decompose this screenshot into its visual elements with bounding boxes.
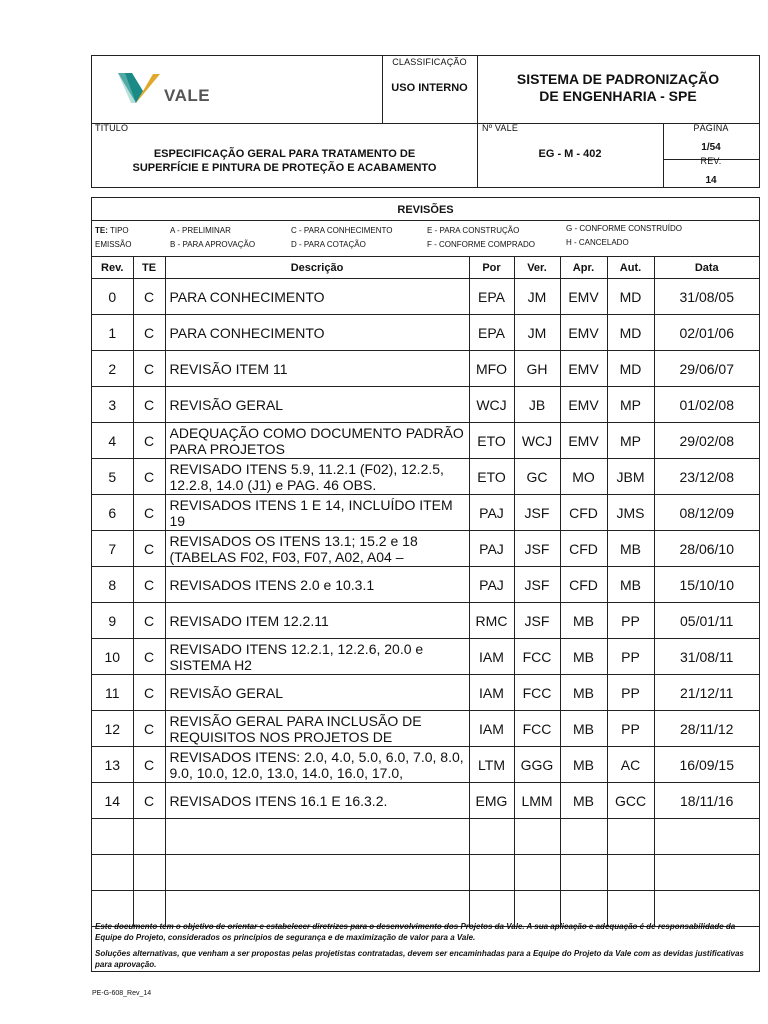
table-cell xyxy=(165,495,469,531)
table-cell xyxy=(654,819,759,855)
table-cell xyxy=(514,855,560,891)
table-cell xyxy=(165,459,469,495)
column-header: Ver. xyxy=(514,257,560,279)
table-cell xyxy=(560,819,607,855)
table-cell: MB xyxy=(560,783,607,819)
table-cell xyxy=(560,855,607,891)
column-header: Rev. xyxy=(92,257,133,279)
table-cell xyxy=(469,855,514,891)
title-label: TÍTULO xyxy=(95,123,129,133)
legend-d: D - PARA COTAÇÃO xyxy=(291,240,366,249)
table-cell xyxy=(165,783,469,819)
table-cell: C xyxy=(133,531,165,567)
document-title xyxy=(92,147,477,175)
table-cell: PP xyxy=(607,639,654,675)
table-cell: MD xyxy=(607,279,654,315)
document-title-line2: SUPERFÍCIE E PINTURA DE PROTEÇÃO E ACABAMENTO xyxy=(132,162,437,174)
table-cell: PP xyxy=(607,675,654,711)
table-cell: JBM xyxy=(607,459,654,495)
table-row xyxy=(92,279,759,315)
table-cell: C xyxy=(133,603,165,639)
table-cell: FCC xyxy=(514,639,560,675)
table-cell: EPA xyxy=(469,279,514,315)
table-cell xyxy=(165,387,469,423)
table-cell xyxy=(165,603,469,639)
table-cell xyxy=(165,423,469,459)
description-text: REVISADO ITENS 12.2.1, 12.2.6, 20.0 e SISTEMA H2 xyxy=(169,640,424,673)
table-cell: 2 xyxy=(92,351,133,387)
legend-col-3 xyxy=(427,224,535,252)
table-cell: C xyxy=(133,387,165,423)
form-code: PE-G-608_Rev_14 xyxy=(92,990,152,997)
table-cell: PP xyxy=(607,711,654,747)
table-row xyxy=(92,351,759,387)
table-cell: GH xyxy=(514,351,560,387)
table-cell: MD xyxy=(607,315,654,351)
doc-number-label: Nº VALE xyxy=(482,123,519,133)
divider xyxy=(92,123,759,124)
table-cell: 14 xyxy=(92,783,133,819)
table-cell: MB xyxy=(560,639,607,675)
table-cell: PAJ xyxy=(469,495,514,531)
legend-g: G - CONFORME CONSTRUÍDO xyxy=(566,224,682,233)
description-text: REVISÃO ITEM 11 xyxy=(169,360,288,377)
description-text: REVISADOS ITENS 1 E 14, INCLUÍDO ITEM 19 xyxy=(169,496,453,529)
table-cell: MB xyxy=(560,747,607,783)
table-cell: 08/12/09 xyxy=(654,495,759,531)
table-cell xyxy=(514,819,560,855)
table-cell: AC xyxy=(607,747,654,783)
table-cell xyxy=(165,747,469,783)
system-title-line1: SISTEMA DE PADRONIZAÇÃO xyxy=(516,71,720,87)
table-row xyxy=(92,387,759,423)
logo-text: VALE xyxy=(164,86,211,105)
table-cell xyxy=(92,855,133,891)
table-cell: 29/06/07 xyxy=(654,351,759,387)
table-cell: C xyxy=(133,783,165,819)
rev-value: 14 xyxy=(705,175,717,186)
table-cell xyxy=(165,351,469,387)
table-cell: 16/09/15 xyxy=(654,747,759,783)
table-row xyxy=(92,423,759,459)
table-cell: EPA xyxy=(469,315,514,351)
table-cell: 01/02/08 xyxy=(654,387,759,423)
table-cell: 15/10/10 xyxy=(654,567,759,603)
description-text: REVISADOS ITENS 2.0 e 10.3.1 xyxy=(169,576,375,593)
table-cell xyxy=(165,279,469,315)
table-cell: EMV xyxy=(560,279,607,315)
table-cell xyxy=(165,675,469,711)
footer-note-2: Soluções alternativas, que venham a ser propostas pelas projetistas contratadas, devem ser encaminhadas para a Equipe do Projeto da Vale com as devidas justificativas para aprovação. xyxy=(95,949,744,969)
table-cell: EMV xyxy=(560,387,607,423)
table-cell: IAM xyxy=(469,711,514,747)
legend-e: E - PARA CONSTRUÇÃO xyxy=(427,226,520,235)
table-row xyxy=(92,819,759,855)
legend-col-2 xyxy=(291,224,393,252)
table-cell: C xyxy=(133,567,165,603)
footer-note-1: Este documento tem o objetivo de orientar e estabelecer diretrizes para o desenvolvimento dos Projetos da Vale. A sua aplicação e adequação é de responsabilidade da Equipe do Projeto, considerados os princípios de segurança e de maximização de valor para a Vale. xyxy=(95,922,736,942)
table-cell: 28/06/10 xyxy=(654,531,759,567)
table-cell: EMV xyxy=(560,423,607,459)
table-cell: 18/11/16 xyxy=(654,783,759,819)
table-cell: MFO xyxy=(469,351,514,387)
table-cell: C xyxy=(133,675,165,711)
table-row xyxy=(92,603,759,639)
table-row xyxy=(92,747,759,783)
table-cell xyxy=(165,711,469,747)
table-row xyxy=(92,567,759,603)
description-text: PARA CONHECIMENTO xyxy=(169,324,325,341)
legend-f: F - CONFORME COMPRADO xyxy=(427,240,535,249)
vale-logo xyxy=(116,69,216,109)
table-row xyxy=(92,675,759,711)
table-cell: JMS xyxy=(607,495,654,531)
doc-number: EG - M - 402 xyxy=(538,148,602,160)
table-cell: MD xyxy=(607,351,654,387)
table-cell xyxy=(607,855,654,891)
table-cell: GGG xyxy=(514,747,560,783)
table-cell xyxy=(469,819,514,855)
page-label: PÁGINA xyxy=(693,123,729,133)
document-title-line1: ESPECIFICAÇÃO GERAL PARA TRATAMENTO DE xyxy=(153,148,416,160)
table-cell: MP xyxy=(607,423,654,459)
table-row xyxy=(92,783,759,819)
classification-label: CLASSIFICAÇÃO xyxy=(392,57,467,67)
table-cell: MB xyxy=(560,711,607,747)
table-cell xyxy=(654,855,759,891)
table-cell xyxy=(92,819,133,855)
table-cell: WCJ xyxy=(514,423,560,459)
table-cell: JSF xyxy=(514,567,560,603)
description-text: REVISADO ITEM 12.2.11 xyxy=(169,612,329,629)
table-cell: EMV xyxy=(560,351,607,387)
table-row xyxy=(92,315,759,351)
table-cell: MO xyxy=(560,459,607,495)
document-header xyxy=(91,55,760,188)
table-cell: IAM xyxy=(469,639,514,675)
table-cell: 6 xyxy=(92,495,133,531)
table-cell: 13 xyxy=(92,747,133,783)
table-cell xyxy=(607,819,654,855)
column-header: Data xyxy=(654,257,759,279)
table-cell xyxy=(165,639,469,675)
legend-b: B - PARA APROVAÇÃO xyxy=(170,240,256,249)
table-cell: LTM xyxy=(469,747,514,783)
table-row xyxy=(92,639,759,675)
table-cell: CFD xyxy=(560,531,607,567)
legend-col-1 xyxy=(170,224,255,252)
page-value: 1/54 xyxy=(701,142,721,153)
table-cell: C xyxy=(133,711,165,747)
table-row xyxy=(92,495,759,531)
table-cell: 9 xyxy=(92,603,133,639)
rev-label: REV. xyxy=(700,156,722,166)
table-row xyxy=(92,711,759,747)
divider xyxy=(92,220,759,221)
table-cell: C xyxy=(133,495,165,531)
table-cell: CFD xyxy=(560,567,607,603)
table-cell: 31/08/11 xyxy=(654,639,759,675)
table-row xyxy=(92,459,759,495)
table-cell: 3 xyxy=(92,387,133,423)
table-cell: 7 xyxy=(92,531,133,567)
table-cell: GC xyxy=(514,459,560,495)
table-cell: 1 xyxy=(92,315,133,351)
table-cell: JM xyxy=(514,279,560,315)
table-header-row xyxy=(92,257,759,279)
revisions-title: REVISÕES xyxy=(397,204,454,216)
description-text: ADEQUAÇÃO COMO DOCUMENTO PADRÃO PARA PROJETOS xyxy=(169,424,464,457)
table-cell: IAM xyxy=(469,675,514,711)
table-cell xyxy=(133,855,165,891)
description-text: REVISÃO GERAL PARA INCLUSÃO DE REQUISITOS NOS PROJETOS DE xyxy=(169,712,422,745)
table-cell: PP xyxy=(607,603,654,639)
table-cell: 28/11/12 xyxy=(654,711,759,747)
table-cell: FCC xyxy=(514,711,560,747)
table-cell: MB xyxy=(560,675,607,711)
description-text: REVISADOS ITENS 16.1 E 16.3.2. xyxy=(169,792,388,809)
column-header: Aut. xyxy=(607,257,654,279)
table-cell xyxy=(165,567,469,603)
table-cell: 31/08/05 xyxy=(654,279,759,315)
table-row xyxy=(92,855,759,891)
te-label-line2: EMISSÃO xyxy=(95,240,132,249)
table-cell: WCJ xyxy=(469,387,514,423)
legend-c: C - PARA CONHECIMENTO xyxy=(291,226,393,235)
legend-h: H - CANCELADO xyxy=(566,238,629,247)
table-cell: C xyxy=(133,459,165,495)
table-cell: 5 xyxy=(92,459,133,495)
table-cell: 4 xyxy=(92,423,133,459)
table-cell: EMG xyxy=(469,783,514,819)
column-header: Apr. xyxy=(560,257,607,279)
table-cell: JM xyxy=(514,315,560,351)
table-cell: 21/12/11 xyxy=(654,675,759,711)
table-cell xyxy=(165,819,469,855)
description-text: REVISADOS OS ITENS 13.1; 15.2 e 18 (TABELAS F02, F03, F07, A02, A04 – xyxy=(169,532,418,565)
column-header: Descrição xyxy=(165,257,469,279)
table-cell: EMV xyxy=(560,315,607,351)
table-cell: ETO xyxy=(469,423,514,459)
legend-a: A - PRELIMINAR xyxy=(170,226,231,235)
column-header: TE xyxy=(133,257,165,279)
table-cell: C xyxy=(133,315,165,351)
description-text: REVISÃO GERAL xyxy=(169,396,284,413)
table-cell: 05/01/11 xyxy=(654,603,759,639)
table-cell: JSF xyxy=(514,495,560,531)
table-cell: MB xyxy=(560,603,607,639)
system-title xyxy=(477,71,759,105)
description-text: REVISÃO GERAL xyxy=(169,684,284,701)
table-cell xyxy=(165,855,469,891)
te-label: TE: TIPO EMISSÃO xyxy=(95,224,131,252)
legend-col-4 xyxy=(566,222,682,250)
table-cell: C xyxy=(133,279,165,315)
table-cell xyxy=(165,531,469,567)
table-cell: 0 xyxy=(92,279,133,315)
table-cell: LMM xyxy=(514,783,560,819)
table-cell: C xyxy=(133,747,165,783)
table-cell: 23/12/08 xyxy=(654,459,759,495)
table-cell: 10 xyxy=(92,639,133,675)
table-cell: C xyxy=(133,423,165,459)
table-cell xyxy=(133,819,165,855)
table-cell: JSF xyxy=(514,531,560,567)
table-cell: CFD xyxy=(560,495,607,531)
system-title-line2: DE ENGENHARIA - SPE xyxy=(539,88,697,104)
table-cell: RMC xyxy=(469,603,514,639)
revisions-table-body xyxy=(92,279,759,927)
table-cell: MP xyxy=(607,387,654,423)
classification-value: USO INTERNO xyxy=(391,82,468,94)
table-row xyxy=(92,531,759,567)
table-cell: MB xyxy=(607,567,654,603)
table-cell: 29/02/08 xyxy=(654,423,759,459)
table-cell: C xyxy=(133,351,165,387)
revisions-block xyxy=(91,197,760,972)
table-cell: PAJ xyxy=(469,531,514,567)
description-text: PARA CONHECIMENTO xyxy=(169,288,325,305)
description-text: REVISADO ITENS 5.9, 11.2.1 (F02), 12.2.5, 12.2.8, 14.0 (J1) e PAG. 46 OBS. xyxy=(169,460,444,493)
table-cell: JB xyxy=(514,387,560,423)
revisions-table xyxy=(92,256,759,927)
table-cell xyxy=(165,315,469,351)
description-text: REVISADOS ITENS: 2.0, 4.0, 5.0, 6.0, 7.0, 8.0, 9.0, 10.0, 12.0, 13.0, 14.0, 16.0, 17.0, xyxy=(169,748,464,781)
table-cell: 02/01/06 xyxy=(654,315,759,351)
table-cell: PAJ xyxy=(469,567,514,603)
table-cell: C xyxy=(133,639,165,675)
column-header: Por xyxy=(469,257,514,279)
table-cell: 12 xyxy=(92,711,133,747)
table-cell: GCC xyxy=(607,783,654,819)
table-cell: ETO xyxy=(469,459,514,495)
table-cell: FCC xyxy=(514,675,560,711)
table-cell: JSF xyxy=(514,603,560,639)
table-cell: 8 xyxy=(92,567,133,603)
table-cell: 11 xyxy=(92,675,133,711)
table-cell: MB xyxy=(607,531,654,567)
